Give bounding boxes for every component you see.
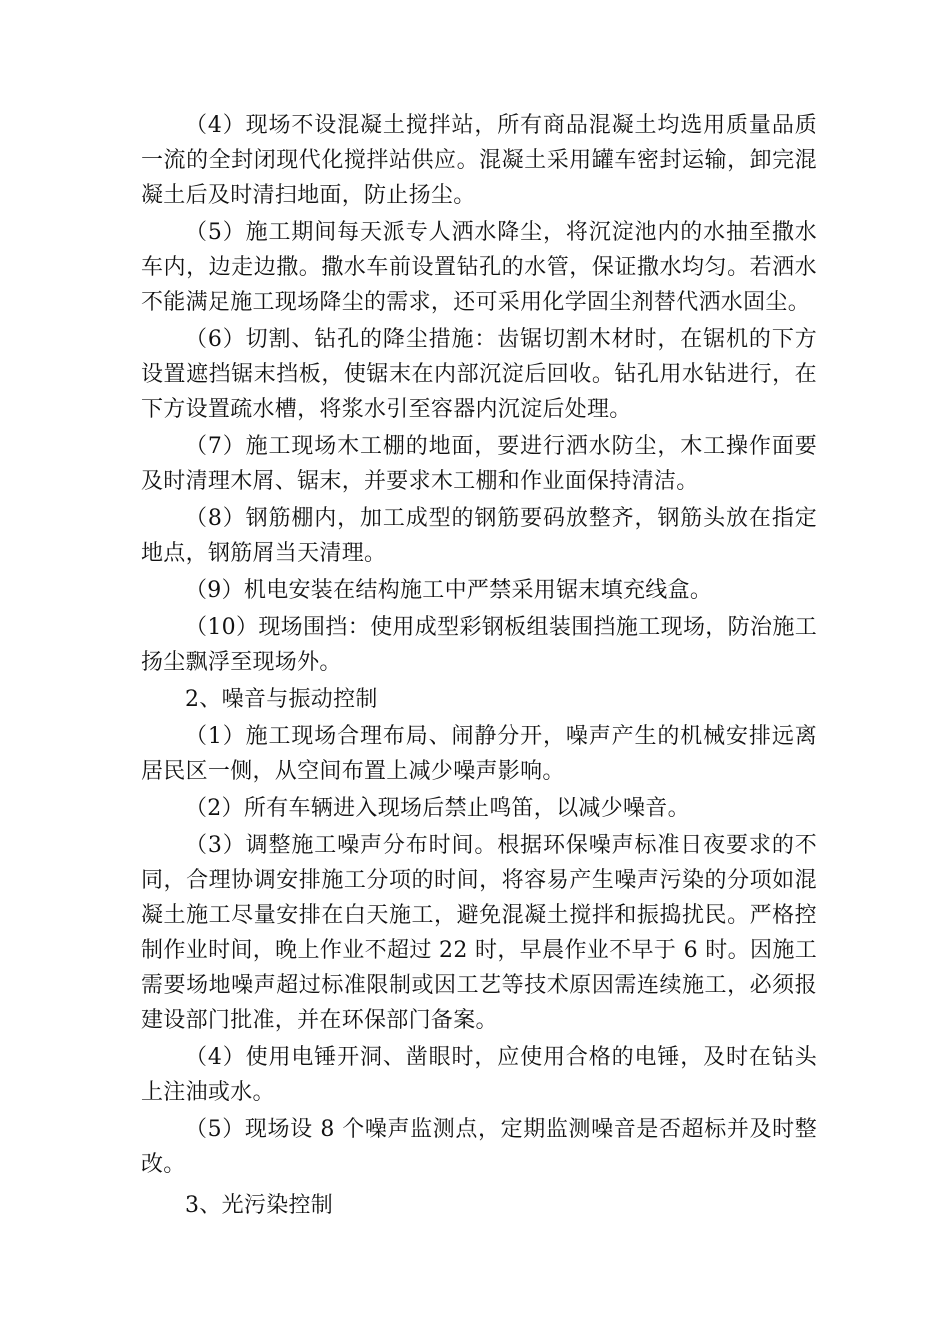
paragraph-dust-6: （6）切割、钻孔的降尘措施：齿锯切割木材时，在锯机的下方设置遮挡锯末挡板，使锯末在内部沉淀后回收。钻孔用水钻进行，在下方设置疏水槽，将浆水引至容器内沉淀后处理。 [141, 327, 817, 422]
paragraph-dust-7: （7）施工现场木工棚的地面，要进行洒水防尘，木工操作面要及时清理木屑、锯末，并要求木工棚和作业面保持清洁。 [141, 434, 817, 494]
document-page [141, 108, 817, 1223]
paragraph-dust-8: （8）钢筋棚内，加工成型的钢筋要码放整齐，钢筋头放在指定地点，钢筋屑当天清理。 [141, 506, 817, 566]
paragraph-noise-5: （5）现场设 8 个噪声监测点，定期监测噪音是否超标并及时整改。 [141, 1117, 817, 1177]
paragraph-dust-4: （4）现场不设混凝土搅拌站，所有商品混凝土均选用质量品质一流的全封闭现代化搅拌站供应。混凝土采用罐车密封运输，卸完混凝土后及时清扫地面，防止扬尘。 [141, 113, 817, 208]
paragraph-dust-10: （10）现场围挡：使用成型彩钢板组装围挡施工现场，防治施工扬尘飘浮至现场外。 [141, 615, 817, 675]
paragraph-noise-1: （1）施工现场合理布局、闹静分开，噪声产生的机械安排远离居民区一侧，从空间布置上减少噪声影响。 [141, 724, 817, 784]
paragraph-dust-9: （9）机电安装在结构施工中严禁采用锯末填充线盒。 [185, 578, 713, 603]
paragraph-noise-2: （2）所有车辆进入现场后禁止鸣笛，以减少噪音。 [185, 796, 690, 821]
section-heading-noise: 2、噪音与振动控制 [185, 687, 378, 712]
paragraph-noise-3: （3）调整施工噪声分布时间。根据环保噪声标准日夜要求的不同，合理协调安排施工分项的时间，将容易产生噪声污染的分项如混凝土施工尽量安排在白天施工，避免混凝土搅拌和振捣扰民。严格控制作业时间，晚上作业不超过 22 时，早晨作业不早于 6 时。因施工需要场地噪声超过标准限制或因工艺等技术原因需连续施工，必须报建设部门批准，并在环保部门备案。 [141, 833, 817, 1033]
paragraph-noise-4: （4）使用电锤开洞、凿眼时，应使用合格的电锤，及时在钻头上注油或水。 [141, 1045, 817, 1105]
section-heading-light: 3、光污染控制 [185, 1193, 334, 1218]
paragraph-dust-5: （5）施工期间每天派专人洒水降尘，将沉淀池内的水抽至撒水车内，边走边撒。撒水车前设置钻孔的水管，保证撒水均匀。若洒水不能满足施工现场降尘的需求，还可采用化学固尘剂替代洒水固尘。 [141, 220, 817, 315]
